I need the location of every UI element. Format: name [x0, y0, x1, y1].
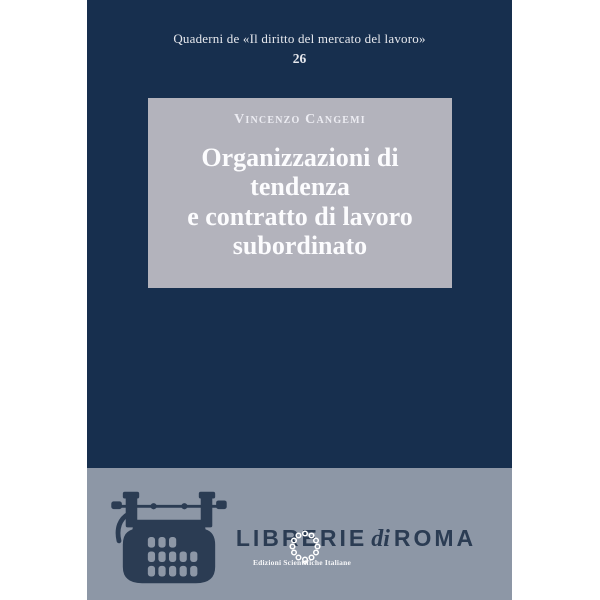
brand-roma: ROMA: [393, 525, 477, 551]
series-title: Quaderni de «Il diritto del mercato del lavoro»: [173, 31, 426, 46]
book-title-line-3: subordinato: [232, 231, 368, 261]
brand-di: di: [371, 526, 390, 552]
series-header: [87, 31, 512, 67]
typewriter-icon: [111, 487, 227, 588]
brand-lockup: [230, 525, 482, 553]
brand-librerie: LIBRERIE: [235, 525, 368, 551]
book-title-line-1: Organizzazioni di tendenza: [201, 143, 399, 202]
publisher-band: [87, 468, 512, 600]
book-title: [154, 143, 446, 261]
book-cover: [87, 0, 512, 600]
book-title-line-2: e contratto di lavoro: [187, 201, 413, 231]
author-name: Vincenzo Cangemi: [234, 112, 366, 127]
series-number: 26: [292, 51, 307, 66]
title-panel: [148, 98, 452, 288]
publisher-name: Edizioni Scientifiche Italiane: [252, 558, 352, 567]
